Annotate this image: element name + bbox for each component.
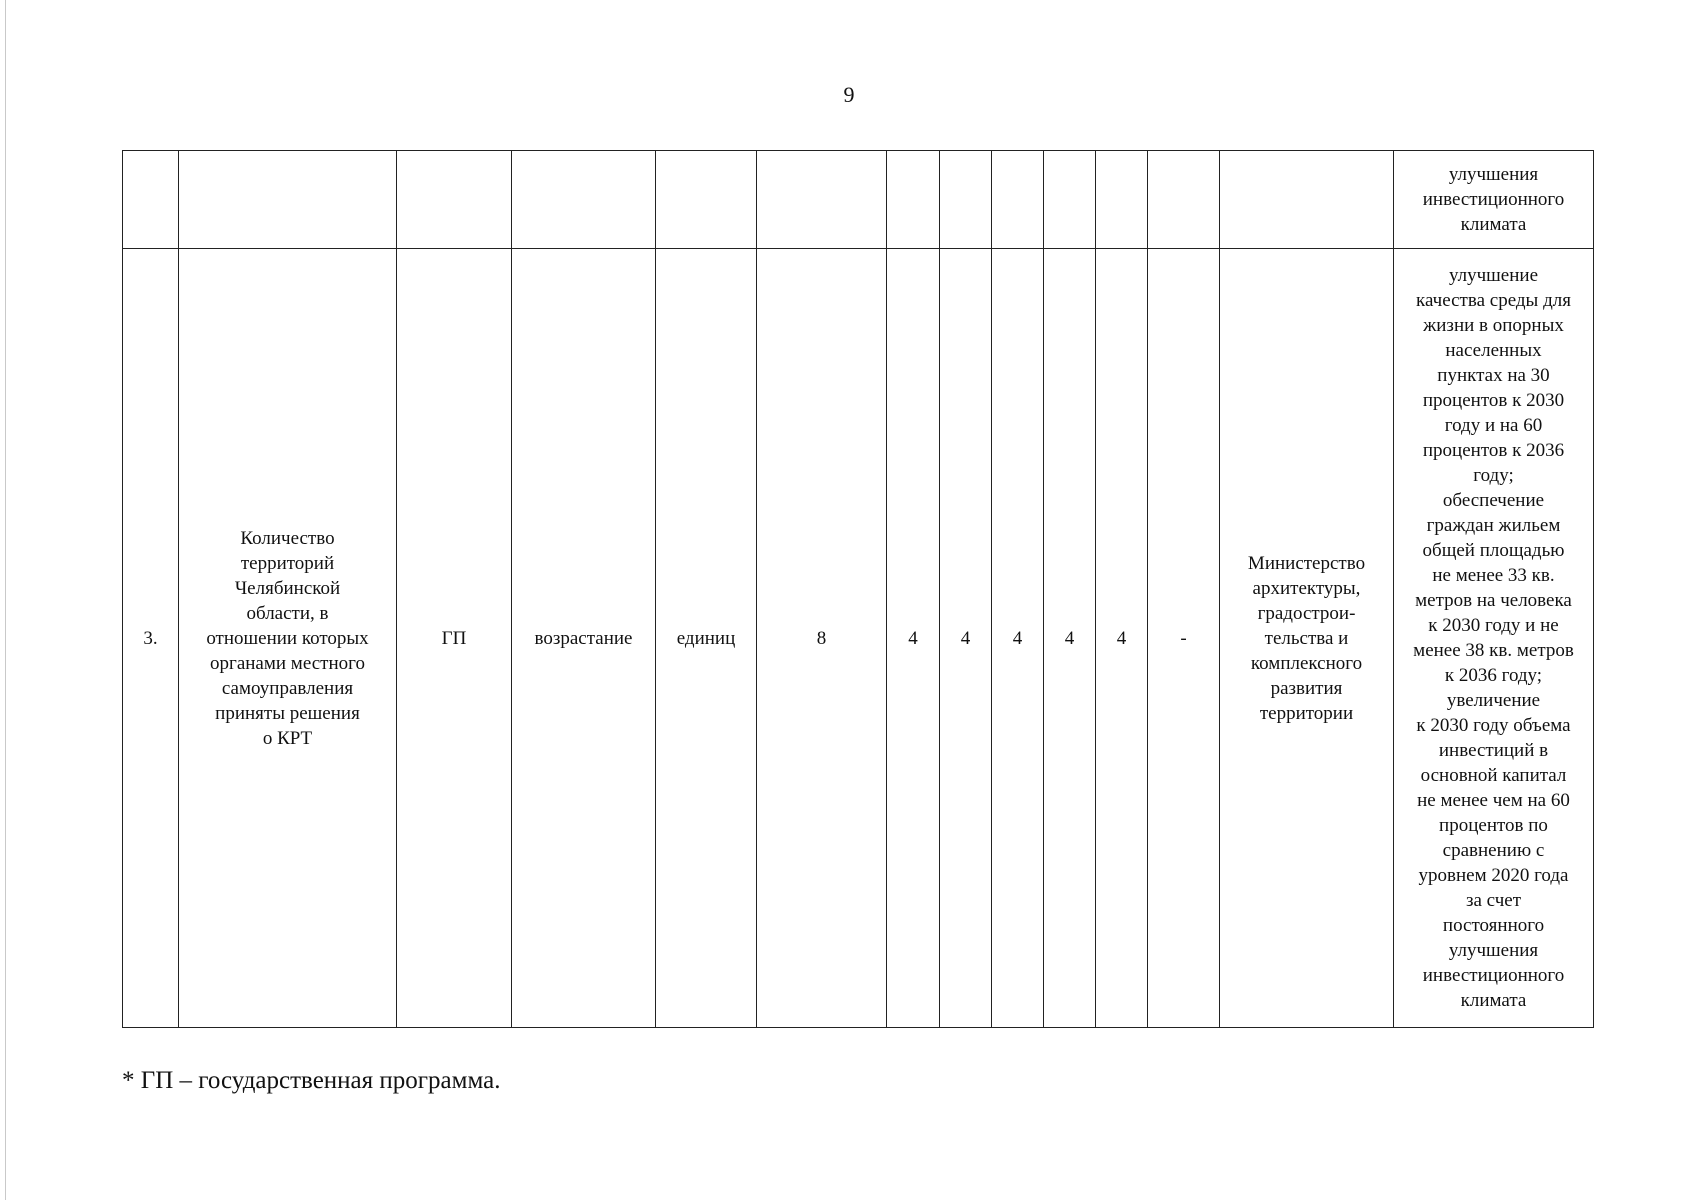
empty-cell	[1220, 151, 1394, 249]
footnote: * ГП – государственная программа.	[122, 1067, 501, 1094]
empty-cell	[179, 151, 397, 249]
empty-cell	[940, 151, 992, 249]
row-number-cell: 3.	[123, 249, 179, 1028]
extra-cell: -	[1148, 249, 1220, 1028]
table-row-continuation	[123, 151, 1594, 249]
empty-cell	[887, 151, 940, 249]
table-row	[123, 249, 1594, 1028]
source-cell: ГП	[397, 249, 512, 1028]
page-number: 9	[843, 82, 855, 107]
value-cell: 4	[1096, 249, 1148, 1028]
value-cell: 4	[1044, 249, 1096, 1028]
unit-cell: единиц	[656, 249, 757, 1028]
empty-cell	[757, 151, 887, 249]
indicators-table	[122, 150, 1594, 1028]
empty-cell	[512, 151, 656, 249]
direction-cell: возрастание	[512, 249, 656, 1028]
empty-cell	[656, 151, 757, 249]
empty-cell	[992, 151, 1044, 249]
value-cell: 4	[992, 249, 1044, 1028]
effect-cell: улучшение качества среды для жизни в опорных населенных пунктах на 30 процентов к 2030 году и на 60 процентов к 2036 году; обеспечение граждан жильем общей площадью не менее 33 кв. метров на человека к 2030 году и не менее 38 кв. метров к 2036 году; увеличение к 2030 году объема инвестиций в основной капитал не менее чем на 60 процентов по сравнению с уровнем 2020 года за счет постоянного улучшения инвестиционного климата	[1394, 249, 1594, 1028]
empty-cell	[1044, 151, 1096, 249]
base-value-cell: 8	[757, 249, 887, 1028]
empty-cell	[397, 151, 512, 249]
indicator-name-cell: Количество территорий Челябинской области, в отношении которых органами местного самоуправления приняты решения о КРТ	[179, 249, 397, 1028]
responsible-cell: Министерство архитектуры, градострои- тельства и комплексного развития территории	[1220, 249, 1394, 1028]
value-cell: 4	[940, 249, 992, 1028]
empty-cell	[123, 151, 179, 249]
value-cell: 4	[887, 249, 940, 1028]
empty-cell	[1148, 151, 1220, 249]
empty-cell	[1096, 151, 1148, 249]
scan-edge-line	[5, 0, 6, 1200]
effect-continuation-cell: улучшения инвестиционного климата	[1394, 151, 1594, 249]
